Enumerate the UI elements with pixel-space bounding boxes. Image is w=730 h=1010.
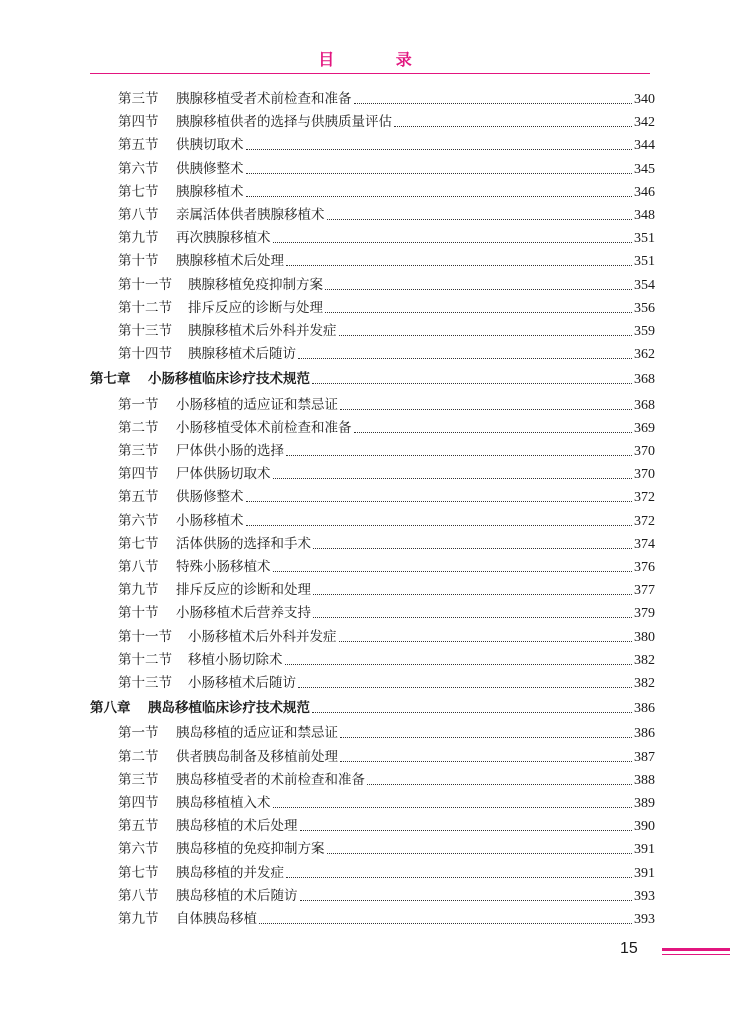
toc-leader-dots [246, 149, 633, 150]
toc-leader-dots [340, 737, 632, 738]
toc-entry-number: 第三节 [118, 443, 159, 459]
toc-entry-page: 359 [634, 324, 655, 339]
toc-leader-dots [273, 807, 633, 808]
toc-entry-page: 370 [634, 467, 655, 483]
toc-entry-title: 小肠移植术后外科并发症 [188, 628, 337, 645]
toc-entry-number: 第八节 [118, 559, 159, 575]
toc-leader-dots [339, 335, 633, 336]
toc-entry-number: 第十节 [118, 605, 159, 622]
toc-leader-dots [286, 265, 632, 266]
toc-leader-dots [298, 358, 632, 359]
toc-entry-title: 供肠修整术 [176, 489, 244, 506]
toc-leader-dots [394, 126, 632, 127]
toc-entry-title: 胰腺移植术后外科并发症 [188, 323, 337, 339]
toc-entry-page: 382 [634, 676, 655, 691]
toc-entry-number: 第五节 [118, 818, 159, 835]
toc-entry-page: 369 [634, 420, 655, 436]
toc-entry-page: 380 [634, 629, 655, 645]
toc-section-entry[interactable] [118, 394, 655, 417]
toc-leader-dots [340, 761, 632, 762]
toc-entry-page: 340 [634, 92, 655, 107]
toc-entry-title: 再次胰腺移植术 [176, 230, 271, 247]
toc-section-entry[interactable] [118, 862, 655, 885]
toc-leader-dots [246, 525, 633, 526]
toc-entry-title: 胰岛移植受者的术前检查和准备 [176, 771, 365, 788]
toc-section-entry[interactable] [118, 746, 655, 769]
toc-entry-page: 356 [634, 300, 655, 316]
toc-leader-dots [367, 784, 632, 785]
page-title: 目 录 [318, 50, 440, 69]
toc-entry-page: 368 [634, 372, 655, 388]
toc-entry-title: 胰岛移植的术后随访 [176, 887, 298, 904]
toc-section-entry[interactable] [118, 134, 655, 157]
toc-entry-page: 345 [634, 161, 655, 177]
toc-leader-dots [246, 196, 633, 197]
toc-entry-title: 尸体供小肠的选择 [176, 443, 284, 459]
toc-section-entry[interactable] [118, 417, 655, 440]
toc-leader-dots [300, 830, 633, 831]
toc-leader-dots [340, 409, 632, 410]
toc-section-entry[interactable] [118, 181, 655, 204]
toc-leader-dots [259, 923, 632, 924]
toc-entry-title: 特殊小肠移植术 [176, 559, 271, 575]
toc-entry-page: 386 [634, 701, 655, 717]
toc-entry-page: 342 [634, 115, 655, 131]
toc-entry-title: 排斥反应的诊断和处理 [176, 582, 311, 599]
toc-entry-page: 372 [634, 513, 655, 529]
toc-section-entry[interactable] [118, 274, 655, 297]
toc-entry-page: 351 [634, 231, 655, 247]
toc-entry-number: 第十一节 [118, 628, 172, 645]
toc-entry-number: 第二节 [118, 419, 159, 436]
toc-entry-page: 362 [634, 347, 655, 363]
toc-section-entry[interactable] [118, 250, 655, 273]
toc-leader-dots [325, 312, 632, 313]
toc-section-entry[interactable] [118, 556, 655, 579]
toc-entry-title: 胰腺移植受者术前检查和准备 [176, 91, 352, 107]
toc-section-entry[interactable] [118, 722, 655, 745]
toc-entry-title: 胰岛移植临床诊疗技术规范 [148, 700, 310, 717]
toc-leader-dots [298, 687, 632, 688]
toc-section-entry[interactable] [118, 88, 655, 111]
toc-entry-page: 372 [634, 490, 655, 506]
toc-section-entry[interactable] [118, 440, 655, 463]
toc-entry-title: 供胰修整术 [176, 160, 244, 177]
toc-section-entry[interactable] [118, 672, 655, 695]
toc-entry-number: 第八节 [118, 207, 159, 223]
toc-entry-number: 第七节 [118, 535, 159, 552]
toc-entry-number: 第六节 [118, 512, 159, 529]
toc-entry-page: 377 [634, 583, 655, 599]
toc-entry-page: 382 [634, 652, 655, 668]
footer-accent-line [662, 954, 730, 955]
toc-section-entry[interactable] [118, 343, 655, 366]
toc-entry-page: 351 [634, 254, 655, 270]
toc-entry-number: 第八节 [118, 887, 159, 904]
toc-entry-number: 第十节 [118, 253, 159, 270]
toc-section-entry[interactable] [118, 626, 655, 649]
toc-entry-title: 小肠移植受体术前检查和准备 [176, 419, 352, 436]
toc-entry-number: 第三节 [118, 771, 159, 788]
toc-entry-title: 活体供肠的选择和手术 [176, 535, 311, 552]
toc-section-entry[interactable] [118, 227, 655, 250]
toc-entry-title: 胰岛移植的术后处理 [176, 818, 298, 835]
toc-entry-title: 自体胰岛移植 [176, 911, 257, 927]
toc-entry-title: 移植小肠切除术 [188, 651, 283, 668]
toc-leader-dots [246, 501, 633, 502]
toc-leader-dots [273, 571, 633, 572]
toc-leader-dots [313, 617, 632, 618]
toc-entry-page: 388 [634, 772, 655, 788]
toc-leader-dots [313, 594, 632, 595]
toc-leader-dots [273, 478, 633, 479]
toc-entry-page: 391 [634, 865, 655, 881]
toc-entry-title: 小肠移植临床诊疗技术规范 [148, 371, 310, 388]
toc-entry-number: 第三节 [118, 91, 159, 107]
toc-section-entry[interactable] [118, 204, 655, 227]
toc-chapter-entry[interactable] [90, 697, 655, 720]
toc-leader-dots [246, 173, 633, 174]
toc-entry-number: 第四节 [118, 466, 159, 483]
toc-entry-number: 第九节 [118, 911, 159, 927]
toc-entry-title: 胰腺移植供者的选择与供胰质量评估 [176, 114, 392, 131]
toc-entry-title: 胰腺移植术 [176, 183, 244, 200]
toc-entry-title: 胰岛移植的并发症 [176, 864, 284, 881]
toc-entry-page: 348 [634, 208, 655, 223]
toc-entry-number: 第十三节 [118, 675, 172, 691]
toc-entry-page: 393 [634, 912, 655, 927]
toc-leader-dots [327, 219, 633, 220]
toc-entry-page: 354 [634, 277, 655, 293]
toc-entry-page: 386 [634, 726, 655, 742]
toc-entry-title: 胰腺移植术后随访 [188, 346, 296, 363]
toc-entry-number: 第十四节 [118, 346, 172, 363]
toc-entry-title: 胰岛移植的免疫抑制方案 [176, 841, 325, 858]
toc-entry-title: 胰岛移植的适应证和禁忌证 [176, 725, 338, 742]
toc-entry-title: 尸体供肠切取术 [176, 466, 271, 483]
toc-leader-dots [285, 664, 633, 665]
toc-section-entry[interactable] [118, 838, 655, 861]
toc-entry-title: 小肠移植术后营养支持 [176, 605, 311, 622]
toc-entry-number: 第一节 [118, 396, 159, 413]
toc-leader-dots [339, 641, 633, 642]
toc-entry-page: 376 [634, 560, 655, 575]
toc-entry-number: 第七章 [90, 371, 131, 388]
toc-leader-dots [312, 712, 632, 713]
toc-entry-page: 387 [634, 749, 655, 765]
toc-entry-title: 排斥反应的诊断与处理 [188, 299, 323, 316]
toc-entry-number: 第十一节 [118, 276, 172, 293]
toc-entry-number: 第九节 [118, 582, 159, 599]
toc-entry-number: 第八章 [90, 700, 131, 717]
toc-leader-dots [273, 242, 633, 243]
toc-leader-dots [354, 103, 633, 104]
toc-section-entry[interactable] [118, 320, 655, 343]
toc-entry-page: 391 [634, 842, 655, 858]
toc-entry-number: 第六节 [118, 160, 159, 177]
toc-entry-title: 小肠移植术 [176, 512, 244, 529]
toc-entry-page: 346 [634, 184, 655, 200]
toc-entry-title: 小肠移植术后随访 [188, 675, 296, 691]
toc-leader-dots [312, 383, 632, 384]
toc-entry-page: 344 [634, 138, 655, 154]
toc-section-entry[interactable] [118, 649, 655, 672]
toc-section-entry[interactable] [118, 602, 655, 625]
toc-leader-dots [313, 548, 632, 549]
toc-chapter-entry[interactable] [90, 368, 655, 391]
toc-section-entry[interactable] [118, 908, 655, 931]
toc-section-entry[interactable] [118, 533, 655, 556]
toc-entry-page: 393 [634, 888, 655, 904]
toc-leader-dots [286, 877, 632, 878]
toc-entry-page: 389 [634, 796, 655, 811]
toc-entry-title: 供者胰岛制备及移植前处理 [176, 748, 338, 765]
toc-section-entry[interactable] [118, 158, 655, 181]
toc-leader-dots [327, 853, 633, 854]
toc-section-entry[interactable] [118, 510, 655, 533]
toc-entry-title: 亲属活体供者胰腺移植术 [176, 207, 325, 223]
toc-entry-number: 第九节 [118, 230, 159, 247]
toc-entry-title: 供胰切取术 [176, 137, 244, 154]
toc-entry-page: 370 [634, 444, 655, 459]
toc-entry-number: 第四节 [118, 795, 159, 811]
toc-entry-number: 第七节 [118, 183, 159, 200]
toc-entry-title: 胰腺移植术后处理 [176, 253, 284, 270]
toc-section-entry[interactable] [118, 769, 655, 792]
toc-entry-number: 第十二节 [118, 299, 172, 316]
toc-entry-page: 368 [634, 397, 655, 413]
toc-section-entry[interactable] [118, 579, 655, 602]
toc-section-entry[interactable] [118, 885, 655, 908]
toc-entry-page: 379 [634, 606, 655, 622]
toc-leader-dots [286, 455, 632, 456]
toc-entry-page: 374 [634, 536, 655, 552]
toc-section-entry[interactable] [118, 297, 655, 320]
toc-leader-dots [325, 289, 632, 290]
toc-entry-number: 第五节 [118, 489, 159, 506]
footer-accent-bar [662, 948, 730, 951]
toc-section-entry[interactable] [118, 815, 655, 838]
header-rule [90, 73, 650, 74]
toc-entry-number: 第五节 [118, 137, 159, 154]
toc-section-entry[interactable] [118, 792, 655, 815]
toc-section-entry[interactable] [118, 111, 655, 134]
toc-entry-number: 第四节 [118, 114, 159, 131]
toc-entry-number: 第十三节 [118, 323, 172, 339]
toc-leader-dots [300, 900, 633, 901]
toc-entry-number: 第六节 [118, 841, 159, 858]
toc-section-entry[interactable] [118, 486, 655, 509]
toc-entry-number: 第一节 [118, 725, 159, 742]
toc-entry-title: 胰岛移植植入术 [176, 795, 271, 811]
toc-section-entry[interactable] [118, 463, 655, 486]
toc-entry-number: 第二节 [118, 748, 159, 765]
toc-entry-title: 小肠移植的适应证和禁忌证 [176, 396, 338, 413]
toc-entry-title: 胰腺移植免疫抑制方案 [188, 276, 323, 293]
page-number: 15 [620, 940, 638, 957]
toc-entry-page: 390 [634, 819, 655, 835]
toc-leader-dots [354, 432, 633, 433]
toc-entry-number: 第十二节 [118, 651, 172, 668]
toc-entry-number: 第七节 [118, 864, 159, 881]
